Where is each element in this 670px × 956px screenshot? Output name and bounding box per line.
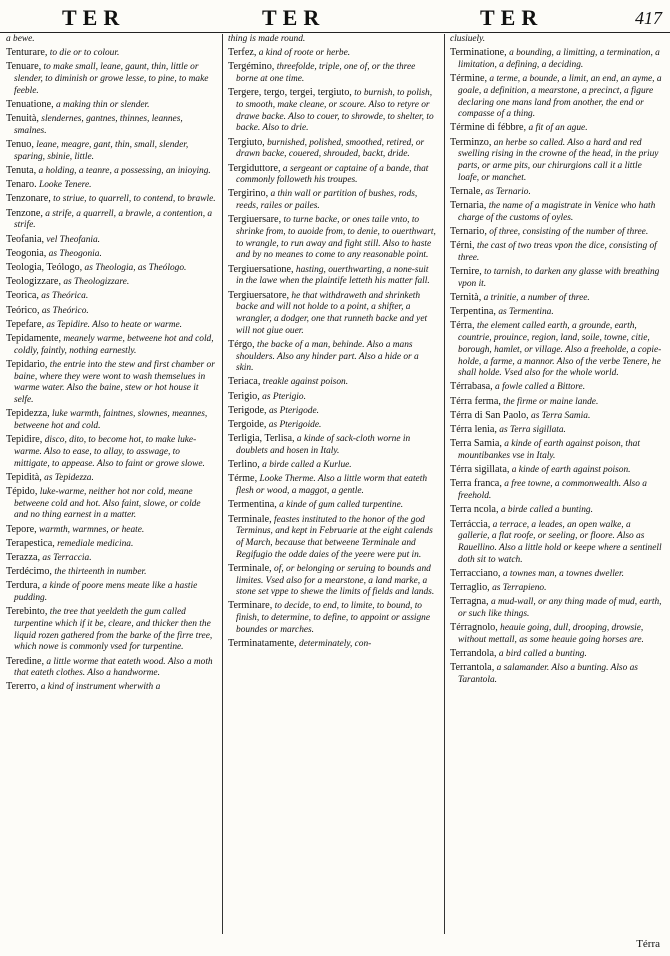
entry-headword: Ternire, (450, 266, 482, 278)
entry-definition: he that withdraweth and shrinketh backe and will not holde to a point, a shifter, a wrangler, a dodger, one that runneth backe and yet will not giue ouer. (236, 290, 428, 336)
entry-definition: a little worme that eateth wood. Also a moth that eateth clothes. Also a handworme. (14, 656, 213, 679)
entry-definition: a bewe. (6, 34, 35, 44)
page-number: 417 (635, 8, 662, 28)
entry-headword: Ternità, (450, 292, 482, 304)
dictionary-entry (6, 552, 216, 565)
dictionary-entry (6, 262, 216, 275)
dictionary-entry (6, 99, 216, 112)
entry-definition: a mud-wall, or any thing made of mud, earth, or such like things. (458, 597, 662, 619)
entry-headword: Tergémino, (228, 61, 275, 73)
entry-headword: Ternario, (450, 226, 487, 238)
dictionary-entry (450, 186, 662, 199)
entry-definition: vel Theofania. (46, 234, 101, 245)
dictionary-entry (6, 47, 216, 60)
entry-headword: Teórico, (6, 304, 40, 316)
entry-definition: feastes instituted to the honor of the god Terminus, and kept in Februarie at the eight calends of March, because that betweene Terminale and Regifugio the odde daies of the yeere were put in. (236, 514, 433, 560)
dictionary-entry (6, 359, 216, 407)
entry-definition: the entrie into the stew and first chamber or baine, where they were wont to wash themselues in warme water. Also the baine, stew or hot house it selfe. (14, 359, 215, 405)
entry-headword: Tenzonare, (6, 193, 51, 205)
dictionary-entry (228, 376, 438, 389)
dictionary-entry (228, 459, 438, 472)
entry-headword: Terragna, (450, 596, 489, 608)
entry-headword: Terracciano, (450, 567, 501, 579)
dictionary-entry (450, 648, 662, 661)
dictionary-entry (6, 139, 216, 163)
dictionary-entry (6, 580, 216, 604)
dictionary-entry (450, 438, 662, 462)
entry-headword: Terigio, (228, 390, 260, 402)
entry-headword: Térni, (450, 240, 475, 252)
entry-headword: Tergere, tergo, tergei, tergiuto, (228, 87, 352, 99)
entry-headword: Terminale, (228, 562, 272, 574)
entry-definition: the tree that yeeldeth the gum called turpentine which if it be, cleare, and thicker then the liquid rozen gathered from the barke of the firre tree, which nowe is commonly vsed for turpentine. (14, 607, 213, 653)
entry-definition: luke-warme, neither hot nor cold, meane betweene cold and hot. Also faint, slowe, or colde and no thing earnest in a matter. (14, 486, 201, 521)
entry-definition: as Pterigode. (268, 405, 319, 416)
entry-definition: a kind of instrument wherwith a (40, 682, 161, 693)
entry-headword: Tenaro. (6, 179, 37, 191)
entry-definition: a kinde of poore mens meate like a hastie pudding. (14, 581, 198, 604)
entry-definition: clusiuely. (450, 34, 486, 44)
entry-definition: a birde called a Kurlue. (262, 460, 352, 471)
entry-headword: Terra franca, (450, 478, 502, 490)
entry-headword: Terazza, (6, 551, 41, 563)
entry-definition: a free towne, a commonwealth. Also a freehold. (458, 479, 647, 502)
running-head-center: TER (262, 5, 326, 30)
dictionary-entry (6, 434, 216, 470)
entry-headword: Terebinto, (6, 606, 48, 618)
dictionary-entry (6, 179, 216, 192)
entry-definition: as Tepidire. Also to heate or warme. (46, 319, 182, 330)
dictionary-entry (450, 519, 662, 567)
entry-definition: of, or belonging or seruing to bounds and limites. Vsed also for a mearstone, a land marke, a stone set vppe to shewe the limits of fields and lands. (236, 563, 435, 598)
entry-headword: Terapestica, (6, 537, 55, 549)
entry-definition: as Tepidezza. (44, 472, 94, 483)
dictionary-entry (6, 165, 216, 178)
entry-definition: luke warmth, faintnes, slownes, meannes, betweene hot and cold. (14, 409, 208, 431)
dictionary-entry (450, 137, 662, 185)
entry-definition: as Theologia, as Theólogo. (84, 262, 187, 273)
dictionary-entry (450, 504, 662, 517)
dictionary-entry (450, 424, 662, 437)
entry-definition: heauie going, dull, drooping, drowsie, without mettall, as some heauie going horses are. (458, 623, 644, 645)
dictionary-entry (6, 193, 216, 206)
dictionary-entry (450, 410, 662, 423)
entry-definition: a fit of an ague. (528, 123, 588, 134)
dictionary-entry (228, 405, 438, 418)
entry-headword: Tergoide, (228, 419, 267, 431)
entry-headword: Tepidire, (6, 434, 43, 446)
entry-headword: Térra, (450, 320, 475, 332)
dictionary-entry (450, 596, 662, 620)
entry-headword: Ternale, (450, 185, 483, 197)
entry-headword: Tepidità, (6, 471, 42, 483)
entry-definition: thing is made round. (228, 34, 306, 44)
entry-definition: a fowle called a Bittore. (495, 382, 586, 393)
dictionary-entry (450, 292, 662, 305)
dictionary-entry (228, 600, 438, 636)
column-right (450, 34, 662, 942)
entry-definition: threefolde, triple, one of, or the three borne at one time. (236, 62, 416, 85)
entry-definition: a bounding, a limitting, a termination, a limitation, a defining, a deciding. (458, 48, 660, 70)
entry-definition: as Terraccia. (42, 552, 92, 563)
entry-headword: Terigode, (228, 404, 267, 416)
entry-headword: Terra ncola, (450, 504, 499, 516)
entry-definition: warmth, warmnes, or heate. (39, 524, 145, 535)
entry-headword: Tergiduttore, (228, 162, 281, 174)
entry-definition: a terrace, a leades, an open walke, a gallerie, a flat roofe, or seeling, or floore. Also as Rauellino. Also a little hold or keepe where a sentinell doth sit to watch. (458, 519, 662, 565)
entry-headword: Terminale, (228, 513, 272, 525)
entry-definition: a kind of roote or herbe. (258, 48, 351, 59)
dictionary-entry (6, 276, 216, 289)
catchword: Térra (636, 938, 660, 950)
entry-definition: a kinde of earth against poison, that mountibankes vse in Italy. (458, 439, 640, 461)
entry-headword: Tépido, (6, 485, 38, 497)
dictionary-entry (450, 622, 662, 646)
dictionary-entry (228, 61, 438, 85)
entry-definition: a thin wall or partition of bushes, rods, reeds, railes or pailes. (236, 189, 418, 212)
dictionary-entry (228, 563, 438, 599)
entry-headword: Terdécimo, (6, 566, 52, 578)
entry-headword: Tenuatione, (6, 99, 54, 111)
entry-headword: Terligia, Terlisa, (228, 433, 295, 445)
entry-headword: Ternaria, (450, 200, 487, 212)
entry-definition: determinately, con- (298, 639, 372, 650)
entry-definition: a birde called a bunting. (500, 505, 593, 516)
entry-headword: Tenuta, (6, 165, 37, 177)
entry-definition: the name of a magistrate in Venice who hath charge of the customs of oyles. (458, 201, 656, 223)
dictionary-entry (228, 339, 438, 375)
entry-headword: Terra Samia, (450, 438, 502, 450)
entry-headword: Tergirino, (228, 188, 269, 200)
entry-headword: Términe di fébbre, (450, 122, 527, 134)
dictionary-entry (228, 264, 438, 288)
entry-definition: to tarnish, to darken any glasse with breathing vpon it. (458, 267, 660, 289)
dictionary-entry (450, 200, 662, 224)
dictionary-entry (6, 248, 216, 261)
entry-headword: Tepore, (6, 523, 37, 535)
column-left (6, 34, 216, 942)
entry-headword: Teologizzare, (6, 276, 62, 288)
dictionary-entry (450, 478, 662, 502)
entry-headword: Terminatamente, (228, 638, 297, 650)
entry-headword: Terminare, (228, 600, 273, 612)
dictionary-entry (6, 234, 216, 247)
entry-headword: Terpentina, (450, 306, 496, 318)
dictionary-entry (6, 606, 216, 654)
dictionary-entry (450, 122, 662, 135)
entry-definition: as Pterigio. (262, 391, 306, 402)
entry-definition: as Terrapieno. (492, 583, 547, 594)
entry-definition: to decide, to end, to limite, to bound, to finish, to determine, to define, to appoint or assigne boundes or marches. (236, 601, 430, 635)
entry-definition: the firme or maine lande. (503, 396, 599, 407)
entry-definition: as Theologizzare. (63, 277, 130, 288)
entry-definition: to striue, to quarrell, to contend, to brawle. (53, 194, 216, 205)
entry-definition: a strife, a quarrell, a brawle, a contention, a strife. (14, 208, 213, 231)
entry-definition: a sergeant or captaine of a bande, that commonly followeth his troupes. (236, 163, 429, 186)
entry-definition: meanely warme, betweene hot and cold, coldly, faintly, nothing earnestly. (14, 333, 214, 356)
dictionary-entry (228, 214, 438, 262)
entry-definition: of three, consisting of the number of three. (489, 227, 649, 238)
page-header (0, 4, 670, 33)
dictionary-entry (450, 306, 662, 319)
entry-definition: as Theórico. (41, 305, 89, 316)
dictionary-entry (228, 514, 438, 562)
entry-headword: Terdura, (6, 580, 41, 592)
entry-definition: a townes man, a townes dweller. (502, 568, 624, 579)
dictionary-entry (450, 582, 662, 595)
entry-definition: as Termentina. (498, 307, 554, 318)
entry-headword: Teofania, (6, 233, 45, 245)
entry-definition: a kinde of sack-cloth worne in doublets and hosen in Italy. (236, 434, 411, 456)
dictionary-entry (228, 163, 438, 187)
dictionary-entry (6, 34, 216, 46)
entry-definition: to turne backe, or ones taile vnto, to shrinke from, to auoide from, to denie, to ouerthwart, to wrangle, to run away and fight still. Also to haste and by no meanes to come to any reasonable point. (236, 215, 436, 261)
entry-definition: a making thin or slender. (56, 100, 150, 111)
entry-headword: Tergiuersatore, (228, 289, 290, 301)
entry-headword: Teologia, Teólogo, (6, 261, 83, 273)
entry-headword: Terlino, (228, 459, 260, 471)
dictionary-entry (228, 638, 438, 651)
entry-definition: Looke Tenere. (39, 180, 92, 191)
dictionary-entry (450, 662, 662, 686)
entry-headword: Tepefare, (6, 318, 45, 330)
running-head-left: TER (62, 5, 126, 30)
entry-definition: as Ternario. (485, 186, 531, 197)
entry-headword: Tepidario, (6, 358, 48, 370)
columns-container (6, 34, 666, 942)
entry-headword: Teriaca, (228, 376, 261, 388)
dictionary-entry (450, 240, 662, 264)
entry-headword: Térgo, (228, 338, 255, 350)
dictionary-entry (228, 137, 438, 161)
dictionary-entry (228, 391, 438, 404)
entry-definition: as Pterigoide. (268, 420, 322, 431)
dictionary-entry (450, 320, 662, 380)
entry-headword: Tergiuto, (228, 136, 265, 148)
entry-headword: Termentina, (228, 499, 277, 511)
dictionary-entry (450, 464, 662, 477)
entry-headword: Térragnolo, (450, 622, 498, 634)
dictionary-entry (6, 681, 216, 694)
dictionary-entry (6, 290, 216, 303)
entry-definition: the backe of a man, behinde. Also a mans shoulders. Also any hinder part. Also a hide or a skin. (236, 339, 419, 374)
entry-definition: leane, meagre, gant, thin, small, slender, sparing, sbinie, little. (14, 140, 189, 162)
dictionary-entry (6, 61, 216, 97)
dictionary-entry (450, 73, 662, 121)
dictionary-entry (450, 381, 662, 394)
entry-definition: an herbe so called. Also a hard and red swelling rising in the crowne of the head, in the priuy parts, or arme pits, our chirurgions call it a little loafe, or manchet. (458, 137, 659, 183)
dictionary-entry (6, 566, 216, 579)
entry-definition: a kinde of gum called turpentine. (279, 500, 404, 511)
entry-definition: disco, dito, to become hot, to make luke-warme. Also to ease, to allay, to asswage, to mittigate, to appease. Also to faint or growe slowe. (14, 435, 205, 469)
dictionary-entry (228, 290, 438, 338)
entry-definition: a salamander. Also a bunting. Also as Tarantola. (458, 663, 638, 685)
dictionary-entry (228, 419, 438, 432)
entry-headword: Térra di San Paolo, (450, 409, 529, 421)
entry-headword: Terminatione, (450, 47, 507, 59)
dictionary-entry (450, 34, 662, 46)
dictionary-entry (228, 433, 438, 457)
entry-definition: as Terra Samia. (531, 410, 591, 421)
entry-headword: Tenuità, (6, 113, 39, 125)
entry-headword: Teorica, (6, 290, 39, 302)
dictionary-entry (6, 208, 216, 232)
entry-headword: Tererro, (6, 681, 39, 693)
entry-definition: a kinde of earth against poison. (511, 465, 631, 476)
dictionary-entry (6, 656, 216, 680)
entry-definition: remediale medicina. (57, 538, 134, 549)
entry-definition: to die or to colour. (49, 48, 120, 59)
entry-headword: Térra sigillata, (450, 464, 510, 476)
dictionary-entry (6, 113, 216, 137)
entry-headword: Teogonia, (6, 247, 47, 259)
entry-definition: as Terra sigillata. (499, 425, 566, 436)
entry-headword: Tenturare, (6, 47, 48, 59)
dictionary-entry (228, 499, 438, 512)
dictionary-entry (450, 568, 662, 581)
dictionary-entry (450, 396, 662, 409)
dictionary-entry (228, 473, 438, 497)
entry-headword: Tepidamente, (6, 332, 62, 344)
dictionary-entry (6, 486, 216, 522)
entry-headword: Términe, (450, 73, 488, 85)
entry-headword: Teredine, (6, 655, 45, 667)
dictionary-entry (228, 188, 438, 212)
entry-headword: Terfez, (228, 47, 257, 59)
dictionary-entry (6, 333, 216, 357)
entry-definition: the element called earth, a grounde, earth, countrie, prouince, region, land, soile, towne, citie, borough, hamlet, or village. Also a freeholde, a copie-holde, a farme, a mannor. Also of the verbe Tenere, he shall holde. Vsed also for the whole world. (458, 321, 662, 379)
entry-headword: Tenuare, (6, 61, 42, 73)
running-head-right: TER (480, 5, 544, 30)
entry-headword: Tergiuersare, (228, 214, 282, 226)
dictionary-entry (450, 266, 662, 290)
entry-headword: Terraglio, (450, 582, 490, 594)
entry-definition: as Theogonia. (48, 248, 102, 259)
entry-definition: slendernes, gantnes, thinnes, leannes, smalnes. (14, 114, 183, 136)
entry-definition: the thirteenth in number. (54, 567, 147, 578)
entry-definition: to burnish, to polish, to smooth, make cleane, or scoure. Also to retyre or drawe backe. Also to couer, to shrowde, to shelter, to backe. Also to drie. (236, 88, 434, 134)
entry-headword: Térrabasa, (450, 381, 493, 393)
entry-definition: a trinitie, a number of three. (483, 293, 590, 304)
entry-headword: Térra ferma, (450, 395, 501, 407)
entry-definition: treakle against poison. (262, 377, 349, 388)
entry-headword: Terrantola, (450, 662, 495, 674)
entry-definition: to make small, leane, gaunt, thin, little or slender, to diminish or growe lesse, to pine, to make feeble. (14, 62, 209, 96)
entry-headword: Tenzone, (6, 207, 43, 219)
dictionary-entry (6, 408, 216, 432)
entry-headword: Tenuo, (6, 139, 34, 151)
dictionary-entry (6, 538, 216, 551)
entry-definition: burnished, polished, smoothed, retired, or drawn backe, couered, shrouded, backt, dride. (236, 137, 425, 160)
dictionary-entry (6, 319, 216, 332)
entry-headword: Térme, (228, 473, 258, 485)
dictionary-entry (6, 305, 216, 318)
entry-definition: a holding, a teanre, a possessing, an inioying. (38, 166, 211, 177)
dictionary-entry (450, 47, 662, 71)
entry-definition: as Theórica. (41, 291, 89, 302)
dictionary-entry (228, 87, 438, 135)
entry-headword: Tergiuersatione, (228, 263, 294, 275)
entry-headword: Terráccia, (450, 518, 491, 530)
entry-definition: a terme, a bounde, a limit, an end, an ayme, a goale, a definition, a mearstone, a precinct, a figure declaring one mans land from another, the end or compasse of a thing. (458, 74, 662, 120)
column-middle (228, 34, 438, 942)
dictionary-entry (6, 472, 216, 485)
entry-definition: the cast of two treas vpon the dice, consisting of three. (458, 241, 657, 263)
dictionary-entry (228, 34, 438, 46)
entry-definition: a bird called a bunting. (498, 649, 587, 660)
entry-headword: Tepidezza, (6, 408, 50, 420)
dictionary-entry (6, 524, 216, 537)
entry-headword: Terminzo, (450, 136, 492, 148)
entry-definition: Looke Therme. Also a little worm that eateth flesh or wood, a maggot, a gentle. (236, 474, 428, 497)
entry-headword: Térra lenia, (450, 424, 497, 436)
entry-headword: Terrandola, (450, 648, 497, 660)
entry-definition: hasting, ouerthwarting, a none-suit in the lawe when the plaintife letteth his matter fall. (236, 264, 430, 287)
dictionary-entry (228, 47, 438, 60)
dictionary-entry (450, 226, 662, 239)
